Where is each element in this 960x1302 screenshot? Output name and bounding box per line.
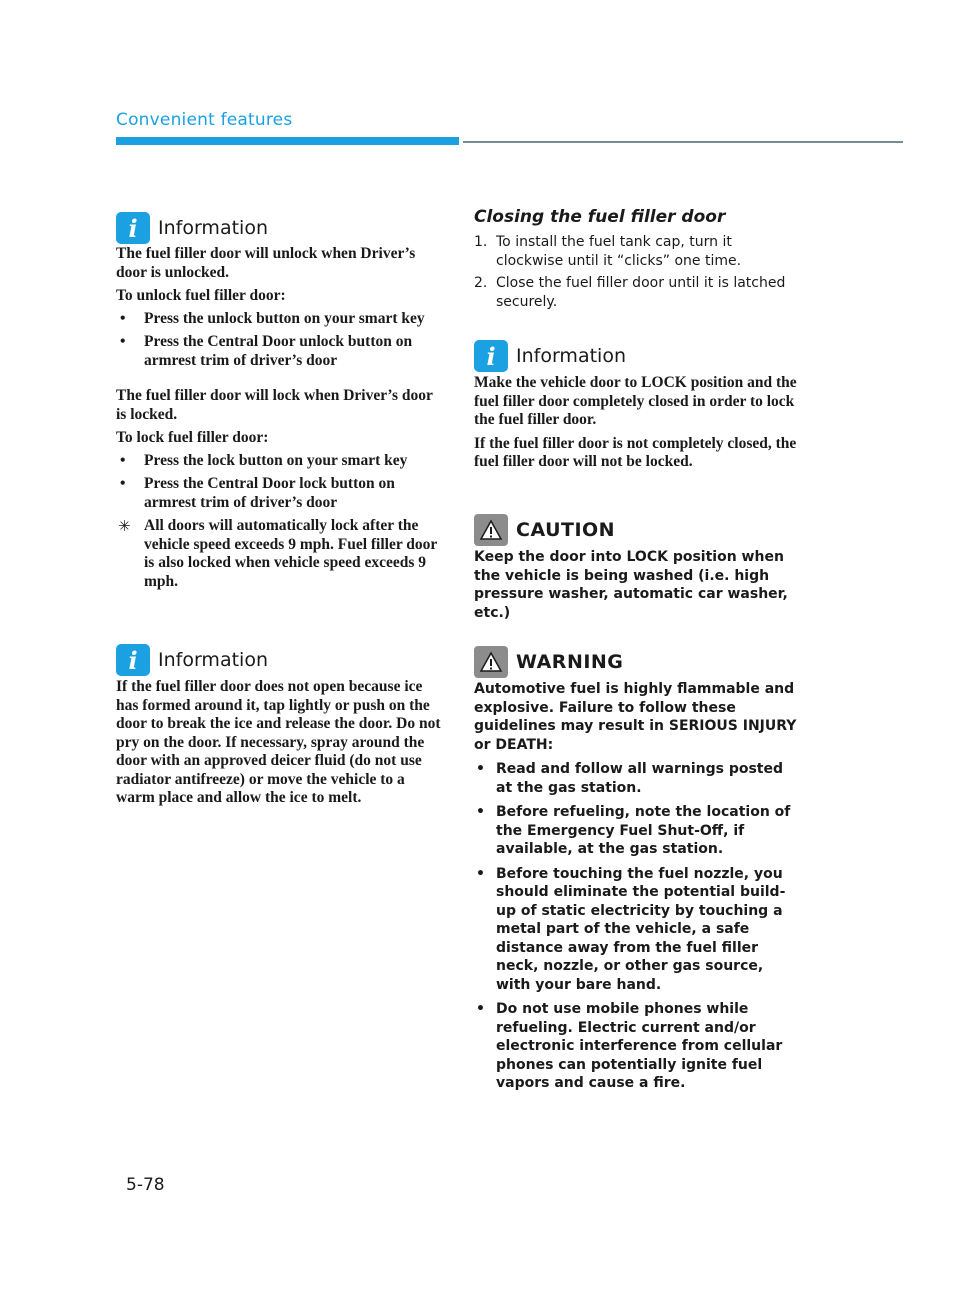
list-item xyxy=(116,310,446,329)
list-item-text: Press the lock button on your smart key xyxy=(144,451,408,469)
page-number: 5-78 xyxy=(126,1175,165,1195)
info-icon: i xyxy=(116,644,150,676)
info-title: Information xyxy=(158,649,268,671)
info-paragraph: If the fuel filler door is not completely closed, the fuel filler door will not be locked. xyxy=(474,434,797,470)
caution-box xyxy=(474,514,799,622)
warning-box xyxy=(474,646,799,1093)
list-item-text: Before refueling, note the location of the Emergency Fuel Shut-Off, if available, at the gas station. xyxy=(496,804,791,857)
list-item xyxy=(116,452,446,471)
info-paragraph: The fuel filler door will lock when Driver’s door is locked. xyxy=(116,387,433,423)
step-text: Close the fuel filler door until it is latched securely. xyxy=(496,275,786,310)
bullet-icon: • xyxy=(476,804,485,820)
list-item xyxy=(116,333,446,370)
info-paragraph: The fuel filler door will unlock when Driver’s door is unlocked. xyxy=(116,245,416,281)
bullet-icon: • xyxy=(120,451,126,469)
info-title: Information xyxy=(516,345,626,367)
info-icon: i xyxy=(474,340,508,372)
info-paragraph: Make the vehicle door to LOCK position and the fuel filler door completely closed in order to lock the fuel filler door. xyxy=(474,374,797,428)
caution-text: Keep the door into LOCK position when the vehicle is being washed (i.e. high pressure washer, automatic car washer, etc.) xyxy=(474,549,788,621)
info-icon: i xyxy=(116,212,150,244)
bullet-icon: • xyxy=(120,475,126,492)
closing-section xyxy=(474,207,799,311)
step-text: To install the fuel tank cap, turn it clockwise until it “clicks” one time. xyxy=(496,234,742,269)
header-accent-bar xyxy=(116,137,459,145)
warning-header xyxy=(474,646,799,678)
note-item xyxy=(116,517,446,591)
list-item xyxy=(474,1000,799,1093)
bullet-icon: • xyxy=(476,865,485,882)
info-box-ice xyxy=(116,644,441,808)
info-box-unlock xyxy=(116,212,446,591)
step-number: 1. xyxy=(474,234,488,250)
bullet-icon: • xyxy=(476,1001,485,1017)
list-item xyxy=(474,760,799,797)
warning-intro: Automotive fuel is highly flammable and explosive. Failure to follow these guidelines may result in SERIOUS INJURY or DEATH: xyxy=(474,681,797,753)
info-box-lock xyxy=(474,340,799,472)
bullet-icon: • xyxy=(476,761,485,777)
list-item-text: Before touching the fuel nozzle, you should eliminate the potential build-up of static electricity by touching a metal part of the vehicle, a safe distance away from the fuel filler neck, nozzle, or other gas source, with your bare hand. xyxy=(496,865,786,993)
caution-title: CAUTION xyxy=(516,519,616,541)
bullet-icon: • xyxy=(120,309,126,327)
list-item-text: Press the Central Door lock button on armrest trim of driver’s door xyxy=(144,475,395,511)
info-header xyxy=(474,340,799,372)
section-title: Convenient features xyxy=(116,110,293,130)
warning-title: WARNING xyxy=(516,651,624,673)
section-heading: Closing the fuel filler door xyxy=(474,207,726,227)
info-paragraph: To lock fuel filler door: xyxy=(116,429,269,446)
warning-triangle-icon xyxy=(474,514,508,546)
list-item xyxy=(474,803,799,859)
list-item xyxy=(474,865,799,995)
note-text: All doors will automatically lock after the vehicle speed exceeds 9 mph. Fuel filler door is also locked when vehicle speed exceeds 9 mph. xyxy=(144,517,438,590)
step-item xyxy=(474,274,799,311)
info-header xyxy=(116,212,446,244)
list-item-text: Press the Central Door unlock button on armrest trim of driver’s door xyxy=(144,333,413,369)
step-number: 2. xyxy=(474,275,488,291)
info-paragraph: If the fuel filler door does not open because ice has formed around it, tap lightly or push on the door to break the ice and release the door. Do not pry on the door. If necessary, spray around the door with an approved deicer fluid (do not use radiator antifreeze) or move the vehicle to a warm place and allow the ice to melt. xyxy=(116,678,441,806)
asterisk-icon: ✳ xyxy=(118,517,131,535)
step-item xyxy=(474,233,799,270)
list-item-text: Do not use mobile phones while refueling. Electric current and/or electronic interference from cellular phones can potentially ignite fuel vapors and cause a fire. xyxy=(496,1001,783,1091)
bullet-icon: • xyxy=(120,333,126,350)
warning-triangle-icon xyxy=(474,646,508,678)
info-header xyxy=(116,644,441,676)
list-item-text: Press the unlock button on your smart key xyxy=(144,309,425,327)
list-item-text: Read and follow all warnings posted at the gas station. xyxy=(496,761,784,796)
info-paragraph: To unlock fuel filler door: xyxy=(116,287,286,304)
list-item xyxy=(116,475,446,512)
info-title: Information xyxy=(158,217,268,239)
header-rule xyxy=(463,141,903,143)
caution-header xyxy=(474,514,799,546)
